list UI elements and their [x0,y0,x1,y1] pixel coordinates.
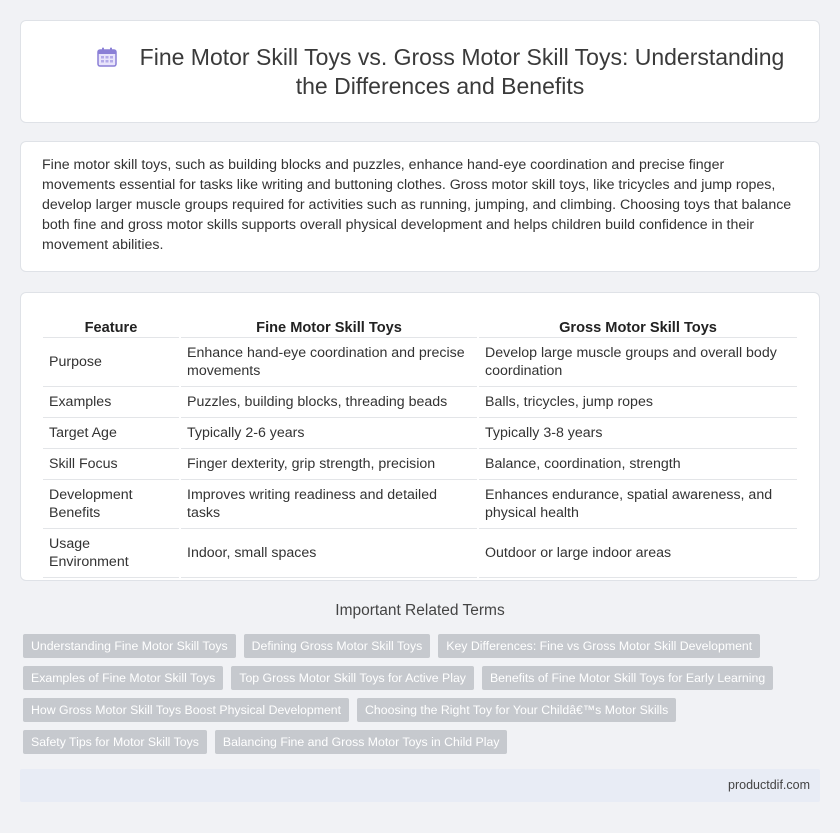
table-row [43,480,797,529]
table-cell: Examples [43,387,179,418]
table-cell: Target Age [43,418,179,449]
title-line-2: the Differences and Benefits [295,73,585,99]
table-cell: Balance, coordination, strength [479,449,797,480]
table-row [43,529,797,578]
related-term-link[interactable]: Balancing Fine and Gross Motor Toys in Child Play [215,730,508,754]
column-header: Feature [43,314,179,338]
table-row [43,338,797,387]
column-header: Fine Motor Skill Toys [181,314,477,338]
table-cell: Enhances endurance, spatial awareness, and physical health [479,480,797,529]
calendar-icon [96,46,118,68]
table-cell: Finger dexterity, grip strength, precision [181,449,477,480]
page-title [81,43,799,101]
table-cell: Skill Focus [43,449,179,480]
related-term-link[interactable]: Understanding Fine Motor Skill Toys [23,634,236,658]
table-cell: Balls, tricycles, jump ropes [479,387,797,418]
intro-text: Fine motor skill toys, such as building blocks and puzzles, enhance hand-eye coordination and precise finger movements essential for tasks like writing and buttoning clothes. Gross motor skill toys, like tricycles and jump ropes, develop larger muscle groups required for activities such as running, jumping, and climbing. Choosing toys that balance both fine and gross motor skills supports overall physical development and helps children build confidence in their movement abilities. [42,157,792,253]
column-header: Gross Motor Skill Toys [479,314,797,338]
table-cell: Indoor, small spaces [181,529,477,578]
intro-card [20,141,820,272]
title-card [20,20,820,123]
comparison-table [41,314,799,578]
related-term-link[interactable]: Benefits of Fine Motor Skill Toys for Early Learning [482,666,773,690]
table-cell: Typically 2-6 years [181,418,477,449]
table-row [43,449,797,480]
related-term-link[interactable]: How Gross Motor Skill Toys Boost Physical Development [23,698,349,722]
table-row [43,387,797,418]
table-cell: Purpose [43,338,179,387]
related-term-link[interactable]: Top Gross Motor Skill Toys for Active Play [231,666,474,690]
table-cell: Development Benefits [43,480,179,529]
related-term-link[interactable]: Examples of Fine Motor Skill Toys [23,666,223,690]
related-terms-heading: Important Related Terms [335,602,505,619]
related-term-link[interactable]: Safety Tips for Motor Skill Toys [23,730,207,754]
site-name: productdif.com [728,778,810,792]
table-cell: Enhance hand-eye coordination and precise movements [181,338,477,387]
table-cell: Improves writing readiness and detailed tasks [181,480,477,529]
table-header-row [43,314,797,338]
related-term-link[interactable]: Choosing the Right Toy for Your Childâ€™s Motor Skills [357,698,676,722]
table-cell: Typically 3-8 years [479,418,797,449]
related-term-link[interactable]: Key Differences: Fine vs Gross Motor Skill Development [438,634,760,658]
table-cell: Outdoor or large indoor areas [479,529,797,578]
title-line-1: Fine Motor Skill Toys vs. Gross Motor Skill Toys: Understanding [139,44,785,70]
table-row [43,418,797,449]
table-cell: Puzzles, building blocks, threading beads [181,387,477,418]
table-cell: Develop large muscle groups and overall body coordination [479,338,797,387]
related-term-link[interactable]: Defining Gross Motor Skill Toys [244,634,431,658]
table-cell: Usage Environment [43,529,179,578]
related-terms-list [23,634,803,762]
footer-bar [20,769,820,802]
comparison-card [20,292,820,581]
